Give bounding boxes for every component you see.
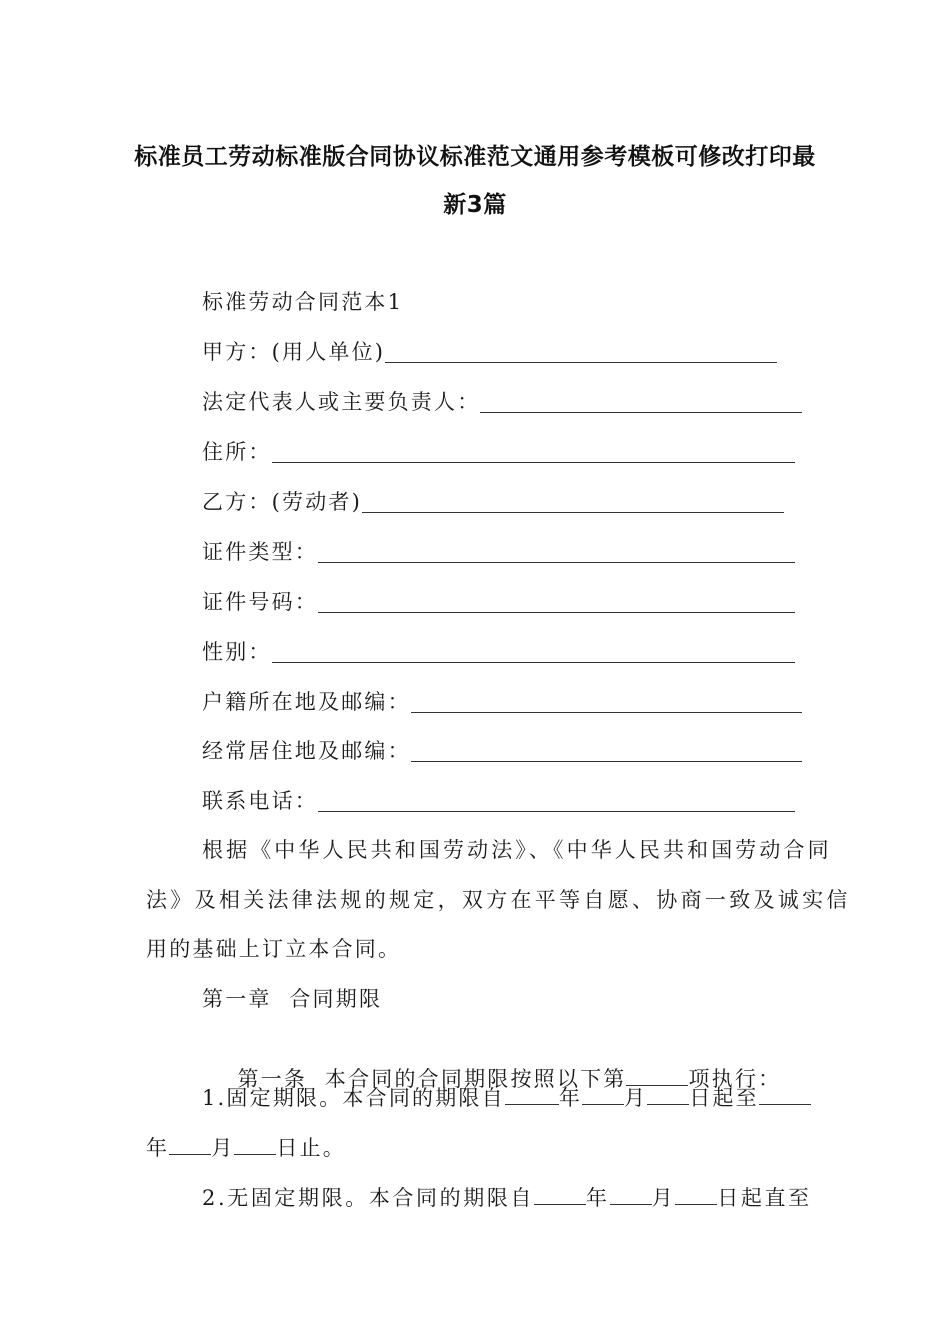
field-label: 经常居住地及邮编：: [202, 739, 411, 763]
fill-in-blank[interactable]: [675, 1184, 717, 1205]
fill-in-blank[interactable]: [272, 440, 795, 463]
preamble-line-3: 用的基础上订立本合同。: [146, 937, 402, 961]
fill-in-blank[interactable]: [411, 739, 802, 762]
preamble-line-2: 法》及相关法律法规的规定，双方在平等自愿、协商一致及诚实信: [146, 888, 851, 912]
field-id-number: [202, 587, 795, 617]
field-legal-representative: [202, 387, 802, 417]
field-address: [202, 437, 795, 467]
fill-in-blank[interactable]: [534, 1184, 586, 1205]
item-text: 月: [211, 1136, 235, 1160]
item-text: 年: [558, 1086, 583, 1110]
section-heading: 标准劳动合同范本1: [202, 290, 404, 314]
field-id-type: [202, 537, 795, 567]
fill-in-blank[interactable]: [505, 1084, 559, 1105]
item-text: 年: [146, 1136, 170, 1160]
document-title-line-1: 标准员工劳动标准版合同协议标准范文通用参考模板可修改打印最: [134, 144, 816, 170]
item-text: 日止。: [276, 1136, 347, 1160]
document-title-line-2: 新3篇: [443, 192, 507, 218]
fill-in-blank[interactable]: [759, 1084, 811, 1105]
item-text: 月: [651, 1186, 676, 1210]
item-1-line-2: [146, 1133, 346, 1163]
article-text: 项执行：: [688, 1067, 782, 1091]
fill-in-blank[interactable]: [411, 690, 802, 713]
field-gender: [202, 637, 795, 667]
fill-in-blank[interactable]: [362, 490, 784, 513]
fill-in-blank[interactable]: [318, 540, 795, 563]
field-party-a: [202, 337, 777, 367]
field-label: 住所：: [202, 440, 272, 464]
fill-in-blank[interactable]: [647, 1084, 689, 1105]
item-text: 2.无固定期限。本合同的期限自: [202, 1186, 535, 1210]
fill-in-blank[interactable]: [318, 789, 795, 812]
item-1-line-1: [202, 1083, 811, 1113]
field-label: 户籍所在地及邮编：: [202, 690, 411, 714]
field-label: 乙方：(劳动者): [202, 490, 362, 514]
item-text: 1.固定期限。本合同的期限自: [202, 1086, 505, 1110]
field-label: 法定代表人或主要负责人：: [202, 390, 481, 414]
article-1: [202, 1034, 782, 1091]
field-party-b: [202, 487, 784, 517]
item-text: 日起至: [689, 1086, 759, 1110]
fill-in-blank[interactable]: [169, 1134, 211, 1155]
item-2-line-1: [202, 1183, 812, 1213]
field-phone: [202, 786, 795, 816]
field-label: 证件号码：: [202, 590, 318, 614]
fill-in-blank[interactable]: [272, 640, 795, 663]
item-text: 日起直至: [717, 1186, 812, 1210]
field-label: 性别：: [202, 640, 272, 664]
field-residence: [202, 736, 802, 766]
item-text: 年: [586, 1186, 610, 1210]
fill-in-blank[interactable]: [234, 1134, 276, 1155]
field-household-registration: [202, 687, 802, 717]
fill-in-blank[interactable]: [480, 390, 802, 413]
preamble-line-1: 根据《中华人民共和国劳动法》、《中华人民共和国劳动合同: [202, 838, 832, 862]
fill-in-blank[interactable]: [385, 340, 777, 363]
item-text: 月: [624, 1086, 648, 1110]
fill-in-blank[interactable]: [318, 590, 795, 613]
field-label: 证件类型：: [202, 540, 318, 564]
field-label: 甲方：(用人单位): [202, 340, 386, 364]
fill-in-blank[interactable]: [582, 1084, 624, 1105]
fill-in-blank[interactable]: [610, 1184, 652, 1205]
field-label: 联系电话：: [202, 789, 318, 813]
chapter-heading: 第一章 合同期限: [202, 987, 383, 1011]
article-text: 第一条 本合同的合同期限按照以下第: [237, 1067, 627, 1091]
